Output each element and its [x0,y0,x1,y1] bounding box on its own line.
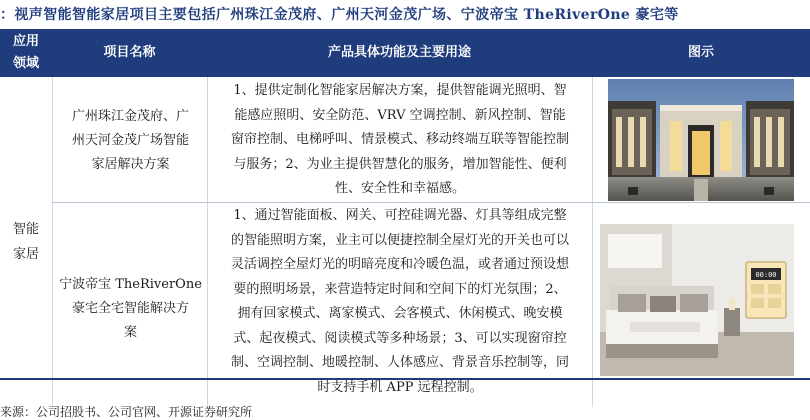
description-line: 要的照明场景，来营造特定时间和空间下的灯光氛围；2、 [233,281,567,297]
project-name-line: 豪宅全宅智能解决方 [71,301,189,316]
table-bottom-rule [0,378,810,380]
project-name-line: 广州珠江金茂府、广 [71,109,189,124]
project-name-line: 宁波帝宝 TheRiverOne [59,277,202,292]
source-note: 来源：公司招股书、公司官网、开源证券研究所 [0,405,253,419]
header-field [0,29,52,77]
description-line: 1、通过智能面板、网关、可控硅调光器、灯具等组成完整 [233,208,567,223]
row-divider [52,202,810,203]
description-line: 性、安全性和幸福感。 [334,181,465,196]
panel-time: 00:00 [755,271,777,279]
project-name-cell [58,261,203,357]
column-divider [207,77,208,407]
field-cell [0,77,52,407]
table-caption: ：视声智能智能家居项目主要包括广州珠江金茂府、广州天河金茂广场、宁波帝宝 TheRiverOne 豪宅等 [0,7,679,23]
description-line: 制、空调控制、地暖控制、人体感应、背景音乐控制等，同 [230,355,569,370]
description-line: 窗帘控制、电梯呼叫、情景模式、移动终端互联等智能控制 [230,132,569,147]
header-field-line1: 应用 [12,34,39,49]
description-line: 时支持手机 APP 远程控制。 [317,379,483,395]
description-line: 的智能照明方案，业主可以便捷控制全屋灯光的开关也可以 [230,232,569,248]
header-description: 产品具体功能及主要用途 [327,45,471,60]
bedroom-smart-panel-photo [600,224,794,376]
description-line: 1、提供定制化智能家居解决方案，提供智能调光照明、智 [233,83,567,98]
project-name-cell [58,93,203,189]
building-exterior-photo [608,79,794,201]
column-divider [592,77,593,407]
column-divider [52,77,53,407]
description-line: 能感应照明、安全防范、VRV 空调控制、新风控制、智能 [234,107,566,123]
header-field-line2: 领域 [12,56,39,71]
description-line: 拥有回家模式、离家模式、会客模式、休闲模式、晚安模 [237,306,563,321]
field-line2: 家居 [12,247,39,262]
table-header [0,29,810,77]
description-cell [210,79,590,202]
header-image: 图示 [687,45,714,60]
project-name-line: 州天河金茂广场智能 [71,133,189,148]
project-name-line: 案 [123,325,137,340]
header-project-name: 项目名称 [103,45,156,60]
description-line: 灵活调控全屋灯光的明暗亮度和冷暖色温，或者通过预设想 [230,257,569,272]
project-name-line: 家居解决方案 [91,157,170,172]
field-line1: 智能 [12,222,39,237]
description-cell [210,204,590,400]
description-line: 式、起夜模式、阅读模式等多种场景；3、可以实现窗帘控 [233,330,567,346]
description-line: 与服务；2、为业主提供智慧化的服务，增加智能性、便利 [233,156,567,172]
